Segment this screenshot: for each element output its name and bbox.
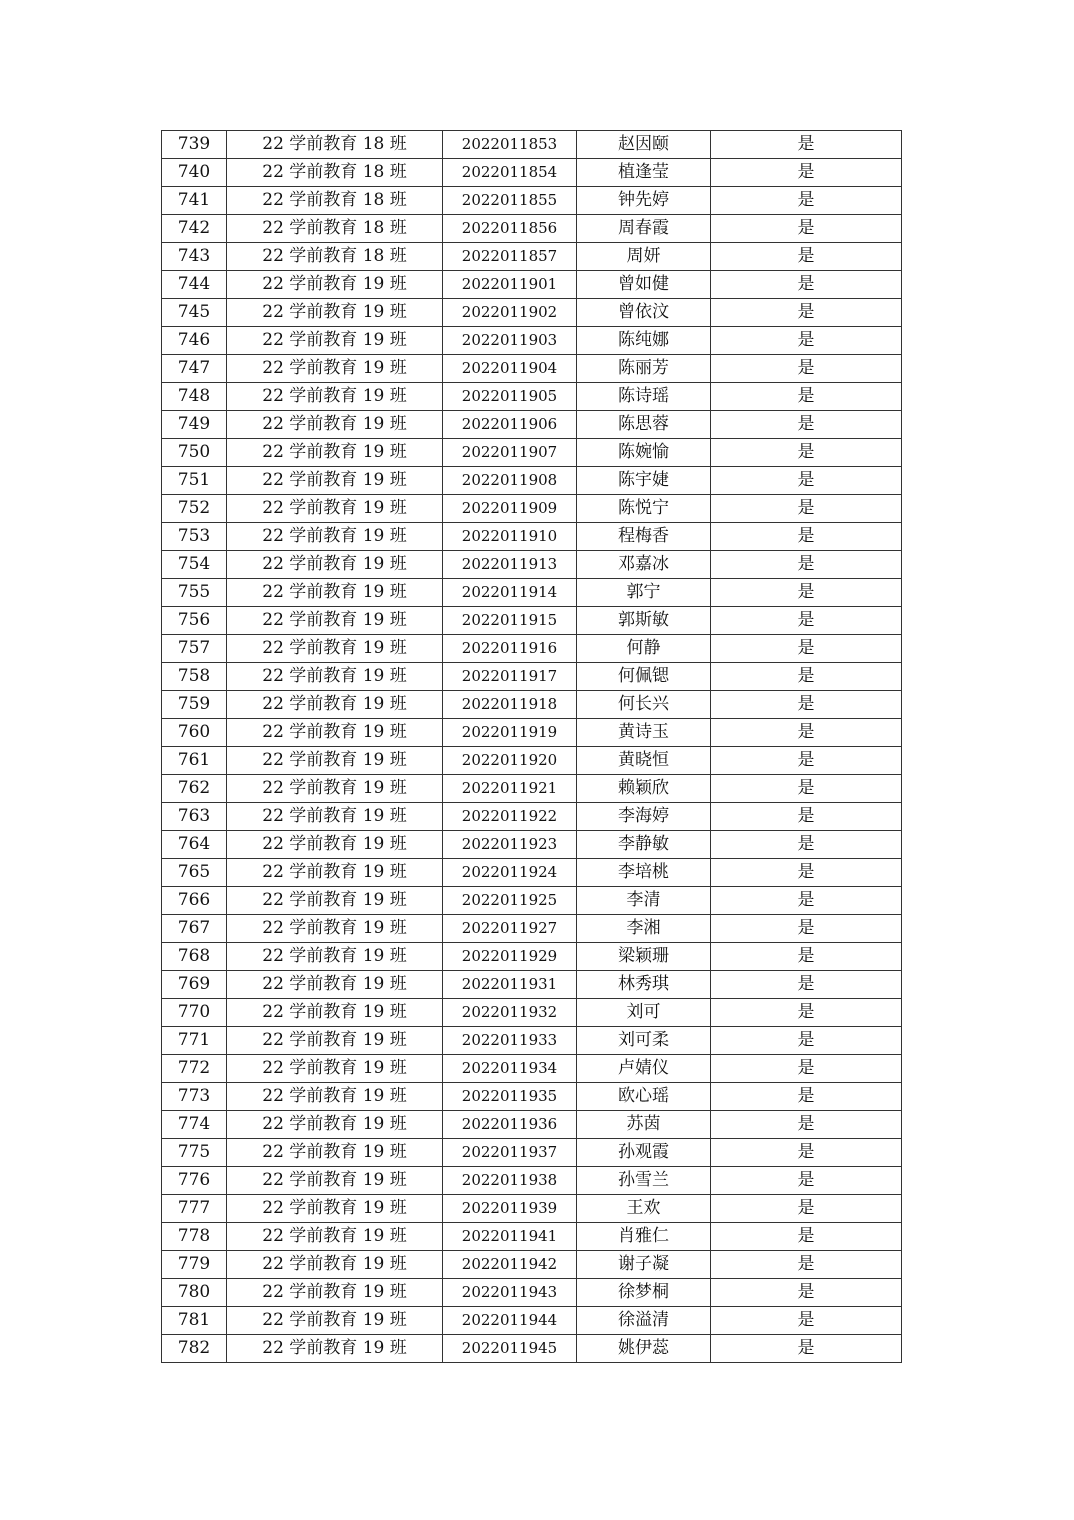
row-number-cell: 752: [162, 495, 227, 523]
student-name-cell: 曾如健: [577, 271, 711, 299]
row-number-cell: 776: [162, 1167, 227, 1195]
student-id-cell: 2022011927: [443, 915, 577, 943]
row-number-cell: 774: [162, 1111, 227, 1139]
student-id-cell: 2022011903: [443, 327, 577, 355]
class-name-cell: 22 学前教育 19 班: [227, 523, 443, 551]
student-name-cell: 郭宁: [577, 579, 711, 607]
status-flag-cell: 是: [711, 831, 902, 859]
row-number-cell: 780: [162, 1279, 227, 1307]
student-id-cell: 2022011945: [443, 1335, 577, 1363]
status-flag-cell: 是: [711, 159, 902, 187]
table-row: [162, 159, 902, 187]
row-number-cell: 755: [162, 579, 227, 607]
table-row: [162, 1307, 902, 1335]
student-id-cell: 2022011916: [443, 635, 577, 663]
row-number-cell: 762: [162, 775, 227, 803]
student-name-cell: 陈诗瑶: [577, 383, 711, 411]
table-row: [162, 999, 902, 1027]
student-id-cell: 2022011902: [443, 299, 577, 327]
student-id-cell: 2022011943: [443, 1279, 577, 1307]
row-number-cell: 745: [162, 299, 227, 327]
class-name-cell: 22 学前教育 19 班: [227, 1139, 443, 1167]
table-row: [162, 1167, 902, 1195]
student-id-cell: 2022011919: [443, 719, 577, 747]
row-number-cell: 746: [162, 327, 227, 355]
student-name-cell: 周妍: [577, 243, 711, 271]
class-name-cell: 22 学前教育 19 班: [227, 691, 443, 719]
class-name-cell: 22 学前教育 19 班: [227, 439, 443, 467]
status-flag-cell: 是: [711, 691, 902, 719]
row-number-cell: 771: [162, 1027, 227, 1055]
row-number-cell: 743: [162, 243, 227, 271]
student-id-cell: 2022011918: [443, 691, 577, 719]
student-name-cell: 曾依汶: [577, 299, 711, 327]
student-name-cell: 周春霞: [577, 215, 711, 243]
status-flag-cell: 是: [711, 1335, 902, 1363]
class-name-cell: 22 学前教育 19 班: [227, 495, 443, 523]
student-name-cell: 郭斯敏: [577, 607, 711, 635]
table-row: [162, 495, 902, 523]
student-name-cell: 李海婷: [577, 803, 711, 831]
row-number-cell: 770: [162, 999, 227, 1027]
table-row: [162, 971, 902, 999]
student-roster-table: [161, 130, 902, 1363]
class-name-cell: 22 学前教育 19 班: [227, 411, 443, 439]
status-flag-cell: 是: [711, 635, 902, 663]
student-id-cell: 2022011901: [443, 271, 577, 299]
table-row: [162, 1111, 902, 1139]
row-number-cell: 775: [162, 1139, 227, 1167]
table-row: [162, 243, 902, 271]
table-row: [162, 1335, 902, 1363]
status-flag-cell: 是: [711, 1055, 902, 1083]
class-name-cell: 22 学前教育 18 班: [227, 187, 443, 215]
student-id-cell: 2022011914: [443, 579, 577, 607]
status-flag-cell: 是: [711, 971, 902, 999]
status-flag-cell: 是: [711, 579, 902, 607]
row-number-cell: 739: [162, 131, 227, 159]
status-flag-cell: 是: [711, 355, 902, 383]
student-id-cell: 2022011922: [443, 803, 577, 831]
student-name-cell: 林秀琪: [577, 971, 711, 999]
student-id-cell: 2022011857: [443, 243, 577, 271]
table-row: [162, 775, 902, 803]
class-name-cell: 22 学前教育 19 班: [227, 1307, 443, 1335]
status-flag-cell: 是: [711, 915, 902, 943]
student-name-cell: 赖颖欣: [577, 775, 711, 803]
student-id-cell: 2022011929: [443, 943, 577, 971]
student-id-cell: 2022011944: [443, 1307, 577, 1335]
status-flag-cell: 是: [711, 943, 902, 971]
table-row: [162, 691, 902, 719]
row-number-cell: 761: [162, 747, 227, 775]
status-flag-cell: 是: [711, 887, 902, 915]
student-id-cell: 2022011939: [443, 1195, 577, 1223]
status-flag-cell: 是: [711, 775, 902, 803]
table-row: [162, 1251, 902, 1279]
status-flag-cell: 是: [711, 607, 902, 635]
class-name-cell: 22 学前教育 19 班: [227, 971, 443, 999]
student-id-cell: 2022011941: [443, 1223, 577, 1251]
table-row: [162, 355, 902, 383]
student-id-cell: 2022011935: [443, 1083, 577, 1111]
table-row: [162, 719, 902, 747]
student-id-cell: 2022011853: [443, 131, 577, 159]
table-row: [162, 607, 902, 635]
class-name-cell: 22 学前教育 19 班: [227, 1251, 443, 1279]
class-name-cell: 22 学前教育 19 班: [227, 1083, 443, 1111]
student-id-cell: 2022011915: [443, 607, 577, 635]
row-number-cell: 744: [162, 271, 227, 299]
row-number-cell: 740: [162, 159, 227, 187]
row-number-cell: 741: [162, 187, 227, 215]
row-number-cell: 777: [162, 1195, 227, 1223]
class-name-cell: 22 学前教育 19 班: [227, 999, 443, 1027]
student-id-cell: 2022011913: [443, 551, 577, 579]
class-name-cell: 22 学前教育 18 班: [227, 159, 443, 187]
class-name-cell: 22 学前教育 19 班: [227, 355, 443, 383]
status-flag-cell: 是: [711, 1251, 902, 1279]
row-number-cell: 768: [162, 943, 227, 971]
row-number-cell: 751: [162, 467, 227, 495]
status-flag-cell: 是: [711, 1027, 902, 1055]
row-number-cell: 779: [162, 1251, 227, 1279]
student-id-cell: 2022011920: [443, 747, 577, 775]
student-name-cell: 陈宇婕: [577, 467, 711, 495]
table-row: [162, 215, 902, 243]
student-name-cell: 何佩锶: [577, 663, 711, 691]
student-name-cell: 王欢: [577, 1195, 711, 1223]
student-id-cell: 2022011936: [443, 1111, 577, 1139]
student-name-cell: 李静敏: [577, 831, 711, 859]
table-row: [162, 1279, 902, 1307]
class-name-cell: 22 学前教育 18 班: [227, 215, 443, 243]
class-name-cell: 22 学前教育 19 班: [227, 915, 443, 943]
table-row: [162, 551, 902, 579]
student-id-cell: 2022011856: [443, 215, 577, 243]
class-name-cell: 22 学前教育 19 班: [227, 831, 443, 859]
table-row: [162, 859, 902, 887]
student-id-cell: 2022011909: [443, 495, 577, 523]
student-name-cell: 谢子凝: [577, 1251, 711, 1279]
row-number-cell: 753: [162, 523, 227, 551]
table-row: [162, 439, 902, 467]
student-name-cell: 黄晓恒: [577, 747, 711, 775]
table-row: [162, 523, 902, 551]
student-name-cell: 肖雅仁: [577, 1223, 711, 1251]
row-number-cell: 765: [162, 859, 227, 887]
table-row: [162, 187, 902, 215]
table-row: [162, 887, 902, 915]
student-id-cell: 2022011937: [443, 1139, 577, 1167]
class-name-cell: 22 学前教育 19 班: [227, 1111, 443, 1139]
row-number-cell: 742: [162, 215, 227, 243]
status-flag-cell: 是: [711, 299, 902, 327]
student-id-cell: 2022011925: [443, 887, 577, 915]
student-name-cell: 陈思蓉: [577, 411, 711, 439]
status-flag-cell: 是: [711, 1167, 902, 1195]
status-flag-cell: 是: [711, 187, 902, 215]
row-number-cell: 748: [162, 383, 227, 411]
student-name-cell: 何长兴: [577, 691, 711, 719]
table-row: [162, 1195, 902, 1223]
status-flag-cell: 是: [711, 1279, 902, 1307]
student-name-cell: 孙观霞: [577, 1139, 711, 1167]
status-flag-cell: 是: [711, 327, 902, 355]
status-flag-cell: 是: [711, 215, 902, 243]
student-id-cell: 2022011924: [443, 859, 577, 887]
status-flag-cell: 是: [711, 271, 902, 299]
row-number-cell: 758: [162, 663, 227, 691]
table-row: [162, 327, 902, 355]
table-row: [162, 299, 902, 327]
status-flag-cell: 是: [711, 495, 902, 523]
class-name-cell: 22 学前教育 19 班: [227, 383, 443, 411]
student-name-cell: 欧心瑶: [577, 1083, 711, 1111]
student-id-cell: 2022011910: [443, 523, 577, 551]
student-name-cell: 植逢莹: [577, 159, 711, 187]
student-name-cell: 刘可: [577, 999, 711, 1027]
student-name-cell: 李培桃: [577, 859, 711, 887]
student-id-cell: 2022011855: [443, 187, 577, 215]
table-row: [162, 635, 902, 663]
row-number-cell: 781: [162, 1307, 227, 1335]
class-name-cell: 22 学前教育 19 班: [227, 775, 443, 803]
table-row: [162, 579, 902, 607]
student-name-cell: 刘可柔: [577, 1027, 711, 1055]
row-number-cell: 763: [162, 803, 227, 831]
student-name-cell: 邓嘉冰: [577, 551, 711, 579]
row-number-cell: 766: [162, 887, 227, 915]
student-name-cell: 苏茵: [577, 1111, 711, 1139]
class-name-cell: 22 学前教育 19 班: [227, 1223, 443, 1251]
class-name-cell: 22 学前教育 19 班: [227, 803, 443, 831]
table-row: [162, 1083, 902, 1111]
class-name-cell: 22 学前教育 19 班: [227, 551, 443, 579]
class-name-cell: 22 学前教育 19 班: [227, 607, 443, 635]
table-row: [162, 1027, 902, 1055]
status-flag-cell: 是: [711, 999, 902, 1027]
class-name-cell: 22 学前教育 19 班: [227, 327, 443, 355]
student-name-cell: 程梅香: [577, 523, 711, 551]
class-name-cell: 22 学前教育 19 班: [227, 747, 443, 775]
status-flag-cell: 是: [711, 411, 902, 439]
row-number-cell: 749: [162, 411, 227, 439]
student-name-cell: 李湘: [577, 915, 711, 943]
student-id-cell: 2022011934: [443, 1055, 577, 1083]
class-name-cell: 22 学前教育 19 班: [227, 1027, 443, 1055]
status-flag-cell: 是: [711, 439, 902, 467]
student-name-cell: 黄诗玉: [577, 719, 711, 747]
student-name-cell: 孙雪兰: [577, 1167, 711, 1195]
table-row: [162, 411, 902, 439]
student-name-cell: 卢婧仪: [577, 1055, 711, 1083]
class-name-cell: 22 学前教育 19 班: [227, 943, 443, 971]
status-flag-cell: 是: [711, 523, 902, 551]
row-number-cell: 759: [162, 691, 227, 719]
status-flag-cell: 是: [711, 719, 902, 747]
student-id-cell: 2022011917: [443, 663, 577, 691]
row-number-cell: 772: [162, 1055, 227, 1083]
row-number-cell: 747: [162, 355, 227, 383]
table-row: [162, 943, 902, 971]
table-row: [162, 131, 902, 159]
status-flag-cell: 是: [711, 383, 902, 411]
class-name-cell: 22 学前教育 19 班: [227, 887, 443, 915]
student-id-cell: 2022011906: [443, 411, 577, 439]
student-id-cell: 2022011932: [443, 999, 577, 1027]
table-row: [162, 831, 902, 859]
student-id-cell: 2022011938: [443, 1167, 577, 1195]
class-name-cell: 22 学前教育 19 班: [227, 663, 443, 691]
student-name-cell: 陈丽芳: [577, 355, 711, 383]
table-row: [162, 915, 902, 943]
status-flag-cell: 是: [711, 1111, 902, 1139]
row-number-cell: 769: [162, 971, 227, 999]
row-number-cell: 767: [162, 915, 227, 943]
student-name-cell: 何静: [577, 635, 711, 663]
class-name-cell: 22 学前教育 19 班: [227, 1055, 443, 1083]
table-row: [162, 1223, 902, 1251]
status-flag-cell: 是: [711, 131, 902, 159]
class-name-cell: 22 学前教育 19 班: [227, 1195, 443, 1223]
student-name-cell: 李清: [577, 887, 711, 915]
status-flag-cell: 是: [711, 859, 902, 887]
student-name-cell: 徐梦桐: [577, 1279, 711, 1307]
table-row: [162, 747, 902, 775]
student-name-cell: 赵因颐: [577, 131, 711, 159]
status-flag-cell: 是: [711, 243, 902, 271]
student-name-cell: 陈婉愉: [577, 439, 711, 467]
table-row: [162, 803, 902, 831]
class-name-cell: 22 学前教育 19 班: [227, 579, 443, 607]
status-flag-cell: 是: [711, 803, 902, 831]
student-id-cell: 2022011904: [443, 355, 577, 383]
student-name-cell: 姚伊蕊: [577, 1335, 711, 1363]
class-name-cell: 22 学前教育 19 班: [227, 271, 443, 299]
student-id-cell: 2022011907: [443, 439, 577, 467]
table-row: [162, 467, 902, 495]
student-id-cell: 2022011854: [443, 159, 577, 187]
class-name-cell: 22 学前教育 19 班: [227, 1279, 443, 1307]
status-flag-cell: 是: [711, 1139, 902, 1167]
student-id-cell: 2022011923: [443, 831, 577, 859]
table-row: [162, 271, 902, 299]
student-name-cell: 钟先婷: [577, 187, 711, 215]
table-row: [162, 383, 902, 411]
status-flag-cell: 是: [711, 467, 902, 495]
student-id-cell: 2022011942: [443, 1251, 577, 1279]
student-id-cell: 2022011921: [443, 775, 577, 803]
row-number-cell: 754: [162, 551, 227, 579]
student-name-cell: 陈悦宁: [577, 495, 711, 523]
row-number-cell: 760: [162, 719, 227, 747]
row-number-cell: 773: [162, 1083, 227, 1111]
class-name-cell: 22 学前教育 18 班: [227, 243, 443, 271]
table-row: [162, 1139, 902, 1167]
class-name-cell: 22 学前教育 19 班: [227, 635, 443, 663]
student-id-cell: 2022011933: [443, 1027, 577, 1055]
row-number-cell: 756: [162, 607, 227, 635]
student-name-cell: 梁颖珊: [577, 943, 711, 971]
class-name-cell: 22 学前教育 19 班: [227, 467, 443, 495]
student-name-cell: 陈纯娜: [577, 327, 711, 355]
table-row: [162, 1055, 902, 1083]
class-name-cell: 22 学前教育 19 班: [227, 859, 443, 887]
student-name-cell: 徐溢清: [577, 1307, 711, 1335]
row-number-cell: 764: [162, 831, 227, 859]
class-name-cell: 22 学前教育 18 班: [227, 131, 443, 159]
student-id-cell: 2022011905: [443, 383, 577, 411]
table-row: [162, 663, 902, 691]
class-name-cell: 22 学前教育 19 班: [227, 299, 443, 327]
status-flag-cell: 是: [711, 663, 902, 691]
class-name-cell: 22 学前教育 19 班: [227, 1335, 443, 1363]
row-number-cell: 750: [162, 439, 227, 467]
class-name-cell: 22 学前教育 19 班: [227, 719, 443, 747]
status-flag-cell: 是: [711, 747, 902, 775]
student-id-cell: 2022011908: [443, 467, 577, 495]
status-flag-cell: 是: [711, 1195, 902, 1223]
status-flag-cell: 是: [711, 1083, 902, 1111]
status-flag-cell: 是: [711, 1307, 902, 1335]
status-flag-cell: 是: [711, 551, 902, 579]
row-number-cell: 782: [162, 1335, 227, 1363]
status-flag-cell: 是: [711, 1223, 902, 1251]
roster-table-body: [162, 131, 902, 1363]
student-id-cell: 2022011931: [443, 971, 577, 999]
row-number-cell: 757: [162, 635, 227, 663]
row-number-cell: 778: [162, 1223, 227, 1251]
class-name-cell: 22 学前教育 19 班: [227, 1167, 443, 1195]
